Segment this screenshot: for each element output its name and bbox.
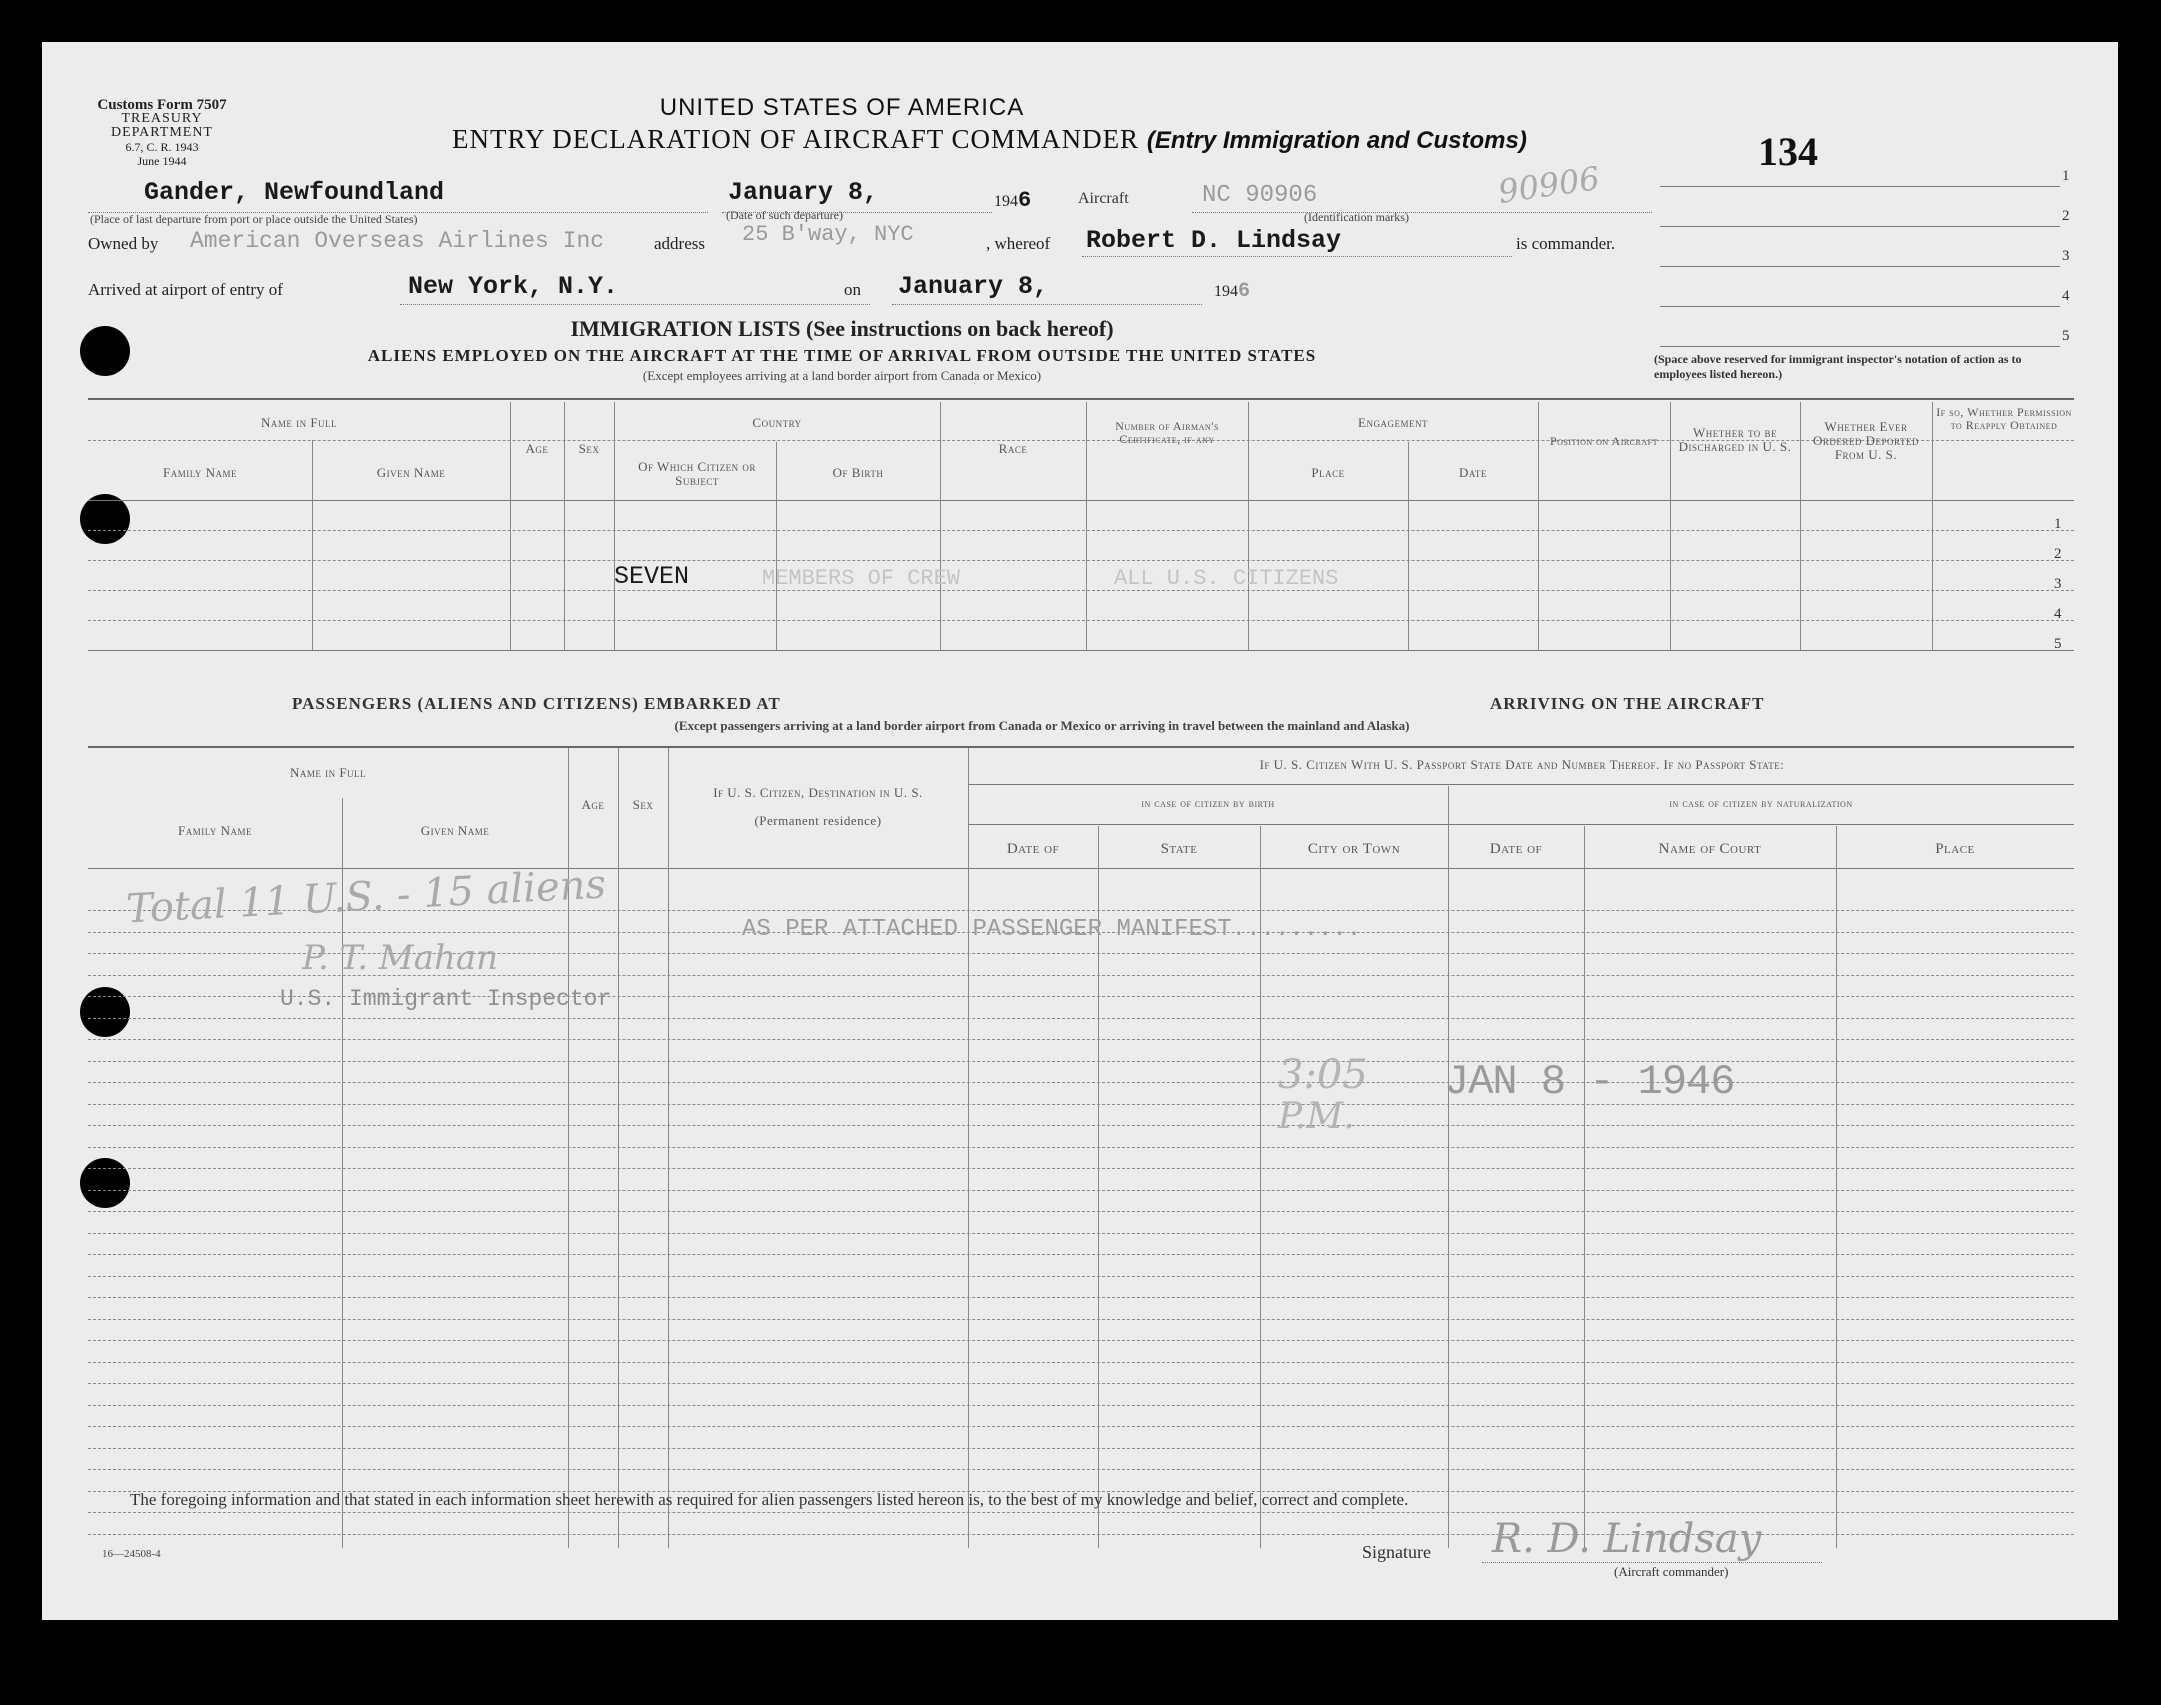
table-col	[1932, 402, 1933, 650]
form-id-dept: TREASURY DEPARTMENT	[111, 111, 213, 140]
imm-head-deported: Whether Ever Ordered Deported From U. S.	[1813, 419, 1919, 462]
table-col	[1670, 402, 1671, 650]
immigration-title: IMMIGRATION LISTS (See instructions on back hereof)	[570, 316, 1114, 341]
table-rule	[88, 560, 2074, 561]
table-rule	[88, 500, 2074, 501]
table-col	[1584, 826, 1585, 1548]
notation-number: 3	[2062, 248, 2070, 264]
passengers-note: (Except passengers arriving at a land border airport from Canada or Mexico or arriving in travel between the mainland and Alaska)	[674, 718, 1410, 733]
notation-number: 4	[2062, 288, 2070, 304]
arrival-place-line	[400, 304, 870, 305]
notation-line	[1660, 346, 2060, 347]
pass-head-place: Place	[1935, 841, 1975, 857]
commander-line	[1082, 256, 1512, 257]
table-rule	[88, 746, 2074, 748]
passenger-row-rule	[88, 1168, 2074, 1169]
table-col	[968, 748, 969, 1548]
arrival-date: January 8,	[898, 272, 1049, 301]
aircraft-label: Aircraft	[1078, 190, 1129, 207]
form-country: UNITED STATES OF AMERICA	[659, 94, 1025, 121]
imm-head-given: Given Name	[376, 465, 446, 480]
pencil-note: Total 11 U.S. - 15 aliens	[125, 861, 607, 933]
form-id-block	[72, 98, 252, 168]
passenger-row-rule	[88, 1061, 2074, 1062]
imm-row-number: 5	[2054, 636, 2062, 652]
form-subtitle: (Entry Immigration and Customs)	[1146, 127, 1527, 154]
table-rule	[88, 650, 2074, 651]
immigration-subtitle: ALIENS EMPLOYED ON THE AIRCRAFT AT THE TIME OF ARRIVAL FROM OUTSIDE THE UNITED STATES	[367, 346, 1317, 365]
pass-head-court: Name of Court	[1658, 841, 1762, 857]
pass-head-date-of: Date of	[1006, 841, 1060, 857]
pencil-note-2: P. T. Mahan	[302, 938, 499, 978]
table-col	[668, 748, 669, 1548]
table-col	[1836, 826, 1837, 1548]
passenger-row-rule	[88, 1039, 2074, 1040]
imm-head-discharged: Whether to be Discharged in U. S.	[1678, 425, 1792, 454]
signature: R. D. Lindsay	[1492, 1516, 1762, 1562]
table-rule	[88, 590, 2074, 591]
table-rule	[968, 824, 2074, 825]
passengers-title-left: PASSENGERS (ALIENS AND CITIZENS) EMBARKED AT	[292, 694, 781, 713]
passenger-row-rule	[88, 1211, 2074, 1212]
table-col	[618, 748, 619, 1548]
is-commander-label: is commander.	[1516, 234, 1616, 253]
imm-head-birth: Of Birth	[832, 465, 884, 480]
table-col	[1086, 402, 1087, 650]
form-id-title: Customs Form 7507	[97, 97, 227, 113]
notation-number: 1	[2062, 168, 2070, 184]
table-col	[614, 402, 615, 650]
imm-head-race: Race	[998, 441, 1028, 456]
signature-line	[1482, 1562, 1822, 1563]
passenger-row-rule	[88, 1405, 2074, 1406]
passenger-row-rule	[88, 1340, 2074, 1341]
address-label: address	[654, 234, 705, 253]
imm-head-sex: Sex	[578, 441, 600, 456]
arrival-year-digit: 6	[1238, 280, 1251, 303]
notation-line	[1660, 306, 2060, 307]
pass-head-age: Age	[581, 797, 605, 812]
signature-caption: (Aircraft commander)	[1614, 1564, 1729, 1579]
imm-head-engagement: Engagement	[1358, 415, 1428, 430]
aircraft-typed: NC 90906	[1202, 182, 1318, 209]
pass-head-destination-sub: (Permanent residence)	[754, 813, 882, 828]
table-col	[940, 402, 941, 650]
owner: American Overseas Airlines Inc	[190, 228, 605, 254]
table-col	[1538, 402, 1539, 650]
passenger-row-rule	[88, 1276, 2074, 1277]
notation-number: 2	[2062, 208, 2070, 224]
passenger-row-rule	[88, 1383, 2074, 1384]
departure-year-digit: 6	[1018, 188, 1032, 213]
passenger-row-rule	[88, 1104, 2074, 1105]
table-col	[1800, 402, 1801, 650]
form-sheet	[42, 42, 2118, 1620]
punch-hole	[80, 987, 130, 1037]
imm-head-age: Age	[525, 441, 549, 456]
pass-head-city: City or Town	[1307, 841, 1401, 857]
pass-head-sex: Sex	[632, 797, 654, 812]
pass-head-family: Family Name	[178, 823, 252, 838]
table-col	[1248, 402, 1249, 650]
aircraft-line	[1192, 212, 1652, 213]
imm-head-place: Place	[1311, 465, 1345, 480]
stamp-time: 3:05	[1278, 1052, 1368, 1098]
signature-label: Signature	[1362, 1542, 1431, 1562]
reserved-note: (Space above reserved for immigrant inspector's notation of action as to employees listed hereon.)	[1654, 352, 2022, 381]
imm-head-date: Date	[1459, 465, 1487, 480]
commander: Robert D. Lindsay	[1086, 226, 1342, 255]
pass-head-by-naturalization: in case of citizen by naturalization	[1669, 796, 1853, 810]
passenger-row-rule	[88, 1018, 2074, 1019]
imm-head-country: Country	[752, 415, 802, 430]
form-number: 134	[1758, 129, 1818, 174]
passenger-row-rule	[88, 1469, 2074, 1470]
passenger-row-rule	[88, 1319, 2074, 1320]
imm-row-number: 3	[2054, 576, 2062, 592]
passenger-row-rule	[88, 1233, 2074, 1234]
notation-number: 5	[2062, 328, 2070, 344]
imm-head-name: Name in Full	[260, 415, 338, 430]
arrival-date-line	[892, 304, 1202, 305]
punch-hole	[80, 1158, 130, 1208]
aircraft-caption: (Identification marks)	[1304, 210, 1409, 224]
passenger-row-rule	[88, 1147, 2074, 1148]
arrival-year-prefix: 194	[1214, 283, 1238, 300]
passenger-row-rule	[88, 1297, 2074, 1298]
imm-row-number: 1	[2054, 516, 2062, 532]
table-rule	[88, 620, 2074, 621]
table-col	[1448, 786, 1449, 1548]
departure-date-caption: (Date of such departure)	[726, 208, 843, 222]
imm-entry-faint-2: ALL U.S. CITIZENS	[1114, 566, 1339, 591]
inspector-title: U.S. Immigrant Inspector	[280, 986, 612, 1012]
passengers-title-right: ARRIVING ON THE AIRCRAFT	[1490, 694, 1765, 713]
manifest-text: AS PER ATTACHED PASSENGER MANIFEST.........	[742, 916, 1362, 943]
imm-entry-bold: SEVEN	[614, 562, 690, 591]
form-id-cr: 6.7, C. R. 1943	[125, 140, 199, 154]
table-rule	[968, 784, 2074, 785]
form-title	[452, 124, 1527, 155]
pass-head-state: State	[1160, 841, 1198, 857]
passenger-row-rule	[88, 1254, 2074, 1255]
immigration-note: (Except employees arriving at a land border airport from Canada or Mexico)	[642, 368, 1042, 383]
punch-hole	[80, 326, 130, 376]
form-id-date: June 1944	[137, 154, 187, 168]
passenger-row-rule	[88, 1082, 2074, 1083]
address: 25 B'way, NYC	[742, 222, 914, 247]
arrival-place: New York, N.Y.	[408, 272, 619, 301]
notation-line	[1660, 266, 2060, 267]
table-col	[564, 402, 565, 650]
departure-place: Gander, Newfoundland	[144, 178, 445, 207]
passenger-row-rule	[88, 1125, 2074, 1126]
imm-row-number: 4	[2054, 606, 2062, 622]
notation-line	[1660, 186, 2060, 187]
passenger-row-rule	[88, 1190, 2074, 1191]
imm-head-position: Position on Aircraft	[1549, 434, 1658, 448]
arrived-label: Arrived at airport of entry of	[88, 280, 283, 299]
declaration-text: The foregoing information and that stated in each information sheet herewith as required for alien passengers listed hereon is, to the best of my knowledge and belief, correct and complete.	[130, 1490, 1409, 1509]
owned-by-label: Owned by	[88, 234, 159, 253]
departure-year	[994, 188, 1031, 213]
pass-head-passport: If U. S. Citizen With U. S. Passport State Date and Number Thereof. If no Passport State:	[1259, 757, 1785, 772]
imm-head-citizen-of: Of Which Citizen or Subject	[638, 459, 756, 488]
passenger-row-rule	[88, 1534, 2074, 1535]
passenger-row-rule	[88, 1448, 2074, 1449]
notation-line	[1660, 226, 2060, 227]
pass-head-by-birth: in case of citizen by birth	[1141, 796, 1275, 810]
date-stamp: JAN 8 - 1946	[1444, 1058, 1735, 1106]
table-rule	[88, 868, 2074, 869]
departure-place-caption: (Place of last departure from port or place outside the United States)	[90, 212, 418, 226]
print-code: 16—24508-4	[102, 1548, 161, 1560]
punch-hole	[80, 494, 130, 544]
stamp-pm: P.M.	[1278, 1096, 1355, 1137]
imm-head-certificate: Number of Airman's Certificate, if any	[1115, 419, 1219, 446]
table-rule	[88, 530, 2074, 531]
passenger-row-rule	[88, 1362, 2074, 1363]
imm-head-family: Family Name	[163, 465, 237, 480]
pass-head-given: Given Name	[420, 823, 490, 838]
on-label: on	[844, 280, 861, 299]
passenger-row-rule	[88, 1512, 2074, 1513]
departure-year-prefix: 194	[994, 193, 1018, 210]
imm-row-number: 2	[2054, 546, 2062, 562]
whereof-label: , whereof	[986, 234, 1051, 253]
imm-head-permission: If so, Whether Permission to Reapply Obtained	[1936, 405, 2072, 432]
departure-date: January 8,	[728, 178, 879, 207]
pass-head-destination: If U. S. Citizen, Destination in U. S.	[713, 785, 923, 800]
pass-head-date-of-2: Date of	[1489, 841, 1543, 857]
table-rule	[88, 398, 2074, 400]
imm-entry-faint: MEMBERS OF CREW	[762, 566, 961, 591]
form-title-main: ENTRY DECLARATION OF AIRCRAFT COMMANDER	[452, 124, 1140, 154]
arrival-year	[1214, 280, 1250, 303]
pass-head-name: Name in Full	[289, 765, 367, 780]
passenger-row-rule	[88, 1426, 2074, 1427]
aircraft-handwritten: 90906	[1495, 159, 1602, 211]
table-col	[510, 402, 511, 650]
